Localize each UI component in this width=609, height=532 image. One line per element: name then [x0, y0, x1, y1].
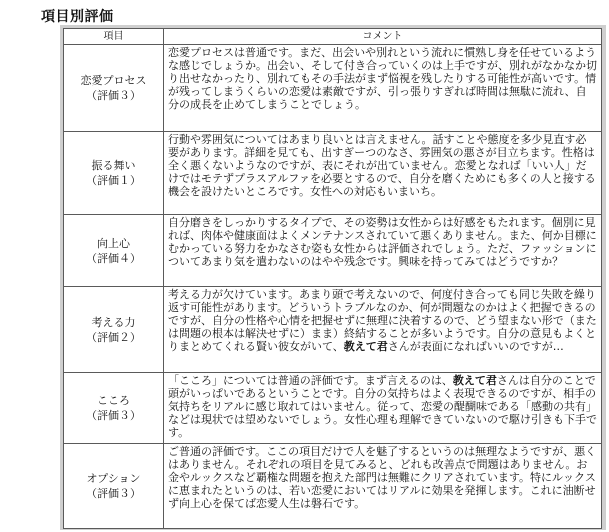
- item-score: （評価３）: [86, 89, 141, 102]
- comment-text-continued: さんが表面になればいいのですが…: [387, 340, 564, 353]
- item-name: 恋愛プロセス: [80, 74, 147, 87]
- item-cell: [64, 287, 164, 373]
- comment-cell: [164, 444, 602, 529]
- evaluation-panel: [60, 25, 606, 530]
- table-row: [64, 132, 602, 215]
- comment-text: 「こころ」については普通の評価です。まず言えるのは、: [168, 374, 453, 387]
- item-score: （評価１）: [86, 174, 141, 187]
- comment-cell: [164, 287, 602, 373]
- table-row: [64, 45, 602, 132]
- comment-text: 行動や雰囲気についてはあまり良いとは言えません。話すことや態度を多少見直す必要があります。詳細を見ても、出すぎーつのなさ、雰囲気の悪さが目立ちます。性格は全く悪くないようなのですが、表にそれが出ていません。恋愛となれば「いい人」だけではモテずプラスアルファを必要とするので、自分を磨くためにも多くの人と接する機会を設けたいところです。女性への対応もいまいち。: [168, 133, 596, 198]
- item-cell: [64, 215, 164, 287]
- comment-cell: [164, 373, 602, 444]
- item-name: 振る舞い: [91, 159, 136, 172]
- item-cell: [64, 132, 164, 215]
- table-row: [64, 373, 602, 444]
- comment-text: 考える力が欠けています。あまり頭で考えないので、何度付き合っても同じ失敗を繰り返す可能性があります。どういうトラブルなのか、何が問題なのかはよく把握できるのですが、自分の性格や心情を把握せずに無理に決着するので、どう望まない形で（または問題の根本は解決せずに）まま）終結することが多いようです。自分の意見もよくとりまとめてくれる賢い彼女がいて、: [168, 288, 597, 353]
- comment-bold-name: 教えて君: [452, 374, 497, 387]
- item-name: 考える力: [91, 315, 136, 329]
- table-header-row: [64, 29, 602, 45]
- table-row: [64, 215, 602, 287]
- comment-bold-name: 教えて君: [343, 340, 388, 353]
- evaluation-table: [63, 28, 602, 529]
- item-score: （評価３）: [86, 409, 141, 422]
- item-name: 向上心: [97, 236, 130, 250]
- comment-column-header: コメント: [164, 29, 602, 45]
- item-cell: [64, 45, 164, 132]
- comment-cell: [164, 45, 602, 132]
- item-name: オプション: [86, 472, 141, 485]
- comment-text: 恋愛プロセスは普通です。まだ、出会いや別れという流れに慣熟し身を任せているような感じでしょうか。出会い、そして付き合っていくのは上手ですが、別れがなかなか切り出せなかったり、別れてもその手法がまず悩視を残したりする可能性が高いです。情が残ってしまうくらいの恋愛は素敵ですが、引っ張りすぎれば時間は無駄に流れ、自分の成長を止めてしまうことでしょう。: [168, 46, 597, 111]
- comment-text-continued: さんは自分のことで頭がいっぱいであるということです。自分の気持ちはよく表現できるのですが、相手の気持ちをリアルに感じ取れてはいません。従って、恋愛の醍醐味である「感動の共有」などは現状では望めないでしょう。女性心理も理解できていないので駆け引きも下手です。: [168, 374, 597, 439]
- table-row: [64, 287, 602, 373]
- item-column-header: 項目: [64, 29, 164, 45]
- item-score: （評価２）: [86, 330, 141, 344]
- comment-text: ご普通の評価です。ここの項目だけで人を魅了するというのは無理なようですが、悪くはありません。それぞれの項目を見てみると、どれも改善点で問題はありません。お金やルックスなど覇権な問題を抱えた部門は無難にクリアされています。特にルックスに恵まれたというのは、若い恋愛においてはリアルに効果を発揮します。これに油断せず向上心を保てば恋愛人生は磐石です。: [168, 445, 597, 510]
- comment-cell: [164, 215, 602, 287]
- item-cell: [64, 444, 164, 529]
- item-score: （評価３）: [86, 487, 141, 500]
- comment-text: 自分磨きをしっかりするタイプで、その姿勢は女性からは好感をもたれます。個別に見れば、肉体や健康面はよくメンテナンスされていて悪くありません。また、何か目標にむかっている努力をかなさむ姿も女性からは評価されでしょう。ただ、ファッションについてあまり気を遣わないのはやや残念です。興味を持ってみてはどうですか？: [168, 216, 597, 268]
- item-cell: [64, 373, 164, 444]
- comment-cell: [164, 132, 602, 215]
- table-row: [64, 444, 602, 529]
- item-score: （評価４）: [86, 251, 141, 265]
- page-title: 項目別評価: [41, 9, 114, 25]
- item-name: こころ: [97, 394, 130, 407]
